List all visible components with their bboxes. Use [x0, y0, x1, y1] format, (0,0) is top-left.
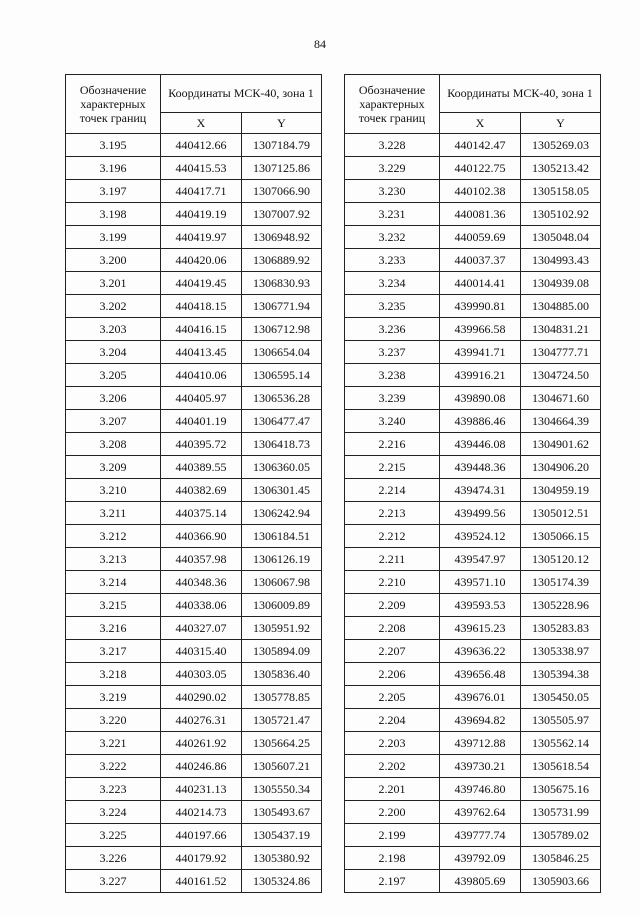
coord-y: 1305493.67 — [242, 801, 322, 824]
point-id: 3.207 — [66, 410, 161, 433]
table-row — [66, 571, 322, 594]
point-id: 3.199 — [66, 226, 161, 249]
point-id: 2.215 — [345, 456, 440, 479]
coord-x: 440375.14 — [161, 502, 242, 525]
point-id: 3.211 — [66, 502, 161, 525]
coord-y: 1305505.97 — [521, 709, 601, 732]
table-row — [345, 157, 601, 180]
coord-y: 1305158.05 — [521, 180, 601, 203]
table-row — [66, 617, 322, 640]
coord-y: 1305066.15 — [521, 525, 601, 548]
coord-x: 440102.38 — [440, 180, 521, 203]
point-id: 2.210 — [345, 571, 440, 594]
coordinates-table-left — [65, 74, 322, 893]
point-id: 3.217 — [66, 640, 161, 663]
coord-x: 439615.23 — [440, 617, 521, 640]
point-id: 2.214 — [345, 479, 440, 502]
point-id: 2.199 — [345, 824, 440, 847]
point-id: 3.215 — [66, 594, 161, 617]
point-id: 3.233 — [345, 249, 440, 272]
coord-y: 1305269.03 — [521, 134, 601, 157]
coord-x: 439636.22 — [440, 640, 521, 663]
table-row — [66, 456, 322, 479]
point-id: 3.237 — [345, 341, 440, 364]
coord-x: 440415.53 — [161, 157, 242, 180]
coord-x: 440059.69 — [440, 226, 521, 249]
coord-y: 1305012.51 — [521, 502, 601, 525]
coord-x: 439448.36 — [440, 456, 521, 479]
header-coordinates: Координаты МСК-40, зона 1 — [440, 75, 601, 113]
header-y: Y — [242, 112, 322, 133]
coord-y: 1306009.89 — [242, 594, 322, 617]
point-id: 2.209 — [345, 594, 440, 617]
point-id: 3.236 — [345, 318, 440, 341]
coord-y: 1305120.12 — [521, 548, 601, 571]
table-row — [66, 732, 322, 755]
table-row — [66, 318, 322, 341]
point-id: 3.219 — [66, 686, 161, 709]
coord-x: 440179.92 — [161, 847, 242, 870]
table-row — [66, 778, 322, 801]
coord-y: 1305618.54 — [521, 755, 601, 778]
coord-y: 1305437.19 — [242, 824, 322, 847]
coordinates-table-right — [344, 74, 601, 893]
coord-x: 440418.15 — [161, 295, 242, 318]
coord-y: 1305789.02 — [521, 824, 601, 847]
table-row — [66, 594, 322, 617]
coord-x: 439547.97 — [440, 548, 521, 571]
coord-y: 1306301.45 — [242, 479, 322, 502]
table-row — [66, 663, 322, 686]
table-row — [345, 801, 601, 824]
table-row — [66, 709, 322, 732]
table-row — [66, 387, 322, 410]
coord-y: 1305394.38 — [521, 663, 601, 686]
table-row — [345, 272, 601, 295]
table-row — [345, 479, 601, 502]
coord-y: 1305731.99 — [521, 801, 601, 824]
coord-y: 1304777.71 — [521, 341, 601, 364]
table-row — [66, 525, 322, 548]
coord-y: 1305903.66 — [521, 870, 601, 893]
table-row — [66, 755, 322, 778]
coord-y: 1305721.47 — [242, 709, 322, 732]
coord-x: 440338.06 — [161, 594, 242, 617]
coord-y: 1306184.51 — [242, 525, 322, 548]
coord-x: 440412.66 — [161, 134, 242, 157]
table-row — [345, 318, 601, 341]
coord-y: 1305228.96 — [521, 594, 601, 617]
coord-y: 1306418.73 — [242, 433, 322, 456]
table-row — [66, 157, 322, 180]
coord-x: 439593.53 — [440, 594, 521, 617]
table-row — [345, 387, 601, 410]
point-id: 3.223 — [66, 778, 161, 801]
table-row — [345, 341, 601, 364]
coord-y: 1305607.21 — [242, 755, 322, 778]
table-row — [66, 801, 322, 824]
point-id: 3.227 — [66, 870, 161, 893]
coord-y: 1307007.92 — [242, 203, 322, 226]
coord-y: 1305102.92 — [521, 203, 601, 226]
table-row — [345, 502, 601, 525]
coord-y: 1306126.19 — [242, 548, 322, 571]
point-id: 2.208 — [345, 617, 440, 640]
point-id: 3.214 — [66, 571, 161, 594]
coord-y: 1307125.86 — [242, 157, 322, 180]
table-row — [345, 732, 601, 755]
point-id: 3.200 — [66, 249, 161, 272]
table-row — [345, 295, 601, 318]
coord-x: 440327.07 — [161, 617, 242, 640]
coord-y: 1304671.60 — [521, 387, 601, 410]
point-id: 2.202 — [345, 755, 440, 778]
coord-x: 439966.58 — [440, 318, 521, 341]
coord-y: 1305846.25 — [521, 847, 601, 870]
coord-y: 1306360.05 — [242, 456, 322, 479]
point-id: 3.203 — [66, 318, 161, 341]
table-row — [66, 226, 322, 249]
table-row — [345, 548, 601, 571]
coord-x: 440037.37 — [440, 249, 521, 272]
coord-y: 1306536.28 — [242, 387, 322, 410]
table-row — [66, 824, 322, 847]
coord-x: 440290.02 — [161, 686, 242, 709]
coord-x: 440231.13 — [161, 778, 242, 801]
point-id: 3.218 — [66, 663, 161, 686]
header-designation: Обозначение характерных точек границ — [66, 75, 161, 134]
coord-x: 439886.46 — [440, 410, 521, 433]
table-row — [345, 410, 601, 433]
coord-y: 1304901.62 — [521, 433, 601, 456]
coord-x: 440142.47 — [440, 134, 521, 157]
table-row — [66, 640, 322, 663]
point-id: 2.197 — [345, 870, 440, 893]
point-id: 2.198 — [345, 847, 440, 870]
coord-x: 439730.21 — [440, 755, 521, 778]
header-y: Y — [521, 112, 601, 133]
coord-x: 439656.48 — [440, 663, 521, 686]
point-id: 3.213 — [66, 548, 161, 571]
coord-x: 439990.81 — [440, 295, 521, 318]
coord-x: 439792.09 — [440, 847, 521, 870]
table-row — [66, 847, 322, 870]
point-id: 2.211 — [345, 548, 440, 571]
table-row — [345, 640, 601, 663]
point-id: 3.222 — [66, 755, 161, 778]
point-id: 3.210 — [66, 479, 161, 502]
table-row — [66, 686, 322, 709]
table-row — [345, 663, 601, 686]
coord-x: 440276.31 — [161, 709, 242, 732]
point-id: 2.213 — [345, 502, 440, 525]
point-id: 3.197 — [66, 180, 161, 203]
coord-x: 440410.06 — [161, 364, 242, 387]
coord-x: 440382.69 — [161, 479, 242, 502]
coord-y: 1306948.92 — [242, 226, 322, 249]
coord-y: 1304939.08 — [521, 272, 601, 295]
coord-y: 1305664.25 — [242, 732, 322, 755]
coord-y: 1306242.94 — [242, 502, 322, 525]
point-id: 3.232 — [345, 226, 440, 249]
coord-x: 439777.74 — [440, 824, 521, 847]
table-row — [66, 203, 322, 226]
point-id: 3.204 — [66, 341, 161, 364]
point-id: 3.224 — [66, 801, 161, 824]
coord-y: 1305380.92 — [242, 847, 322, 870]
point-id: 3.231 — [345, 203, 440, 226]
table-row — [345, 249, 601, 272]
coord-y: 1305283.83 — [521, 617, 601, 640]
point-id: 3.198 — [66, 203, 161, 226]
point-id: 3.235 — [345, 295, 440, 318]
coord-y: 1304993.43 — [521, 249, 601, 272]
coord-y: 1305174.39 — [521, 571, 601, 594]
coord-x: 439712.88 — [440, 732, 521, 755]
point-id: 3.212 — [66, 525, 161, 548]
coord-y: 1304664.39 — [521, 410, 601, 433]
point-id: 3.221 — [66, 732, 161, 755]
point-id: 2.206 — [345, 663, 440, 686]
table-row — [66, 180, 322, 203]
table-row — [345, 180, 601, 203]
header-x: X — [161, 112, 242, 133]
point-id: 3.202 — [66, 295, 161, 318]
table-row — [345, 433, 601, 456]
point-id: 3.239 — [345, 387, 440, 410]
table-row — [345, 571, 601, 594]
table-row — [66, 249, 322, 272]
table-row — [66, 479, 322, 502]
coord-x: 440214.73 — [161, 801, 242, 824]
coord-x: 440014.41 — [440, 272, 521, 295]
point-id: 3.201 — [66, 272, 161, 295]
coord-x: 440389.55 — [161, 456, 242, 479]
point-id: 2.205 — [345, 686, 440, 709]
coord-x: 439805.69 — [440, 870, 521, 893]
coord-y: 1306654.04 — [242, 341, 322, 364]
point-id: 2.216 — [345, 433, 440, 456]
coord-x: 440416.15 — [161, 318, 242, 341]
point-id: 2.201 — [345, 778, 440, 801]
coord-y: 1305562.14 — [521, 732, 601, 755]
point-id: 3.238 — [345, 364, 440, 387]
table-row — [345, 686, 601, 709]
table-row — [66, 870, 322, 893]
point-id: 2.203 — [345, 732, 440, 755]
point-id: 3.234 — [345, 272, 440, 295]
coord-x: 439890.08 — [440, 387, 521, 410]
coord-y: 1304959.19 — [521, 479, 601, 502]
coord-x: 440420.06 — [161, 249, 242, 272]
table-row — [345, 755, 601, 778]
table-row — [345, 456, 601, 479]
coord-y: 1307066.90 — [242, 180, 322, 203]
coord-x: 439694.82 — [440, 709, 521, 732]
coord-x: 439676.01 — [440, 686, 521, 709]
coord-x: 440122.75 — [440, 157, 521, 180]
coord-x: 440413.45 — [161, 341, 242, 364]
coord-x: 439474.31 — [440, 479, 521, 502]
table-row — [66, 433, 322, 456]
coord-y: 1306595.14 — [242, 364, 322, 387]
coord-y: 1305213.42 — [521, 157, 601, 180]
table-row — [345, 364, 601, 387]
header-coordinates: Координаты МСК-40, зона 1 — [161, 75, 322, 113]
point-id: 2.200 — [345, 801, 440, 824]
point-id: 3.225 — [66, 824, 161, 847]
table-row — [66, 295, 322, 318]
coord-x: 439499.56 — [440, 502, 521, 525]
table-row — [345, 525, 601, 548]
point-id: 3.228 — [345, 134, 440, 157]
coord-x: 440197.66 — [161, 824, 242, 847]
coord-y: 1304724.50 — [521, 364, 601, 387]
point-id: 3.216 — [66, 617, 161, 640]
table-row — [345, 203, 601, 226]
header-designation: Обозначение характерных точек границ — [345, 75, 440, 134]
point-id: 3.226 — [66, 847, 161, 870]
coord-y: 1305450.05 — [521, 686, 601, 709]
table-row — [345, 847, 601, 870]
point-id: 3.196 — [66, 157, 161, 180]
coord-x: 439571.10 — [440, 571, 521, 594]
coord-y: 1305951.92 — [242, 617, 322, 640]
page-number: 84 — [314, 37, 326, 51]
coord-x: 439941.71 — [440, 341, 521, 364]
coord-y: 1306771.94 — [242, 295, 322, 318]
coord-x: 440419.45 — [161, 272, 242, 295]
table-row — [345, 617, 601, 640]
coord-x: 440081.36 — [440, 203, 521, 226]
table-row — [345, 134, 601, 157]
coord-y: 1305836.40 — [242, 663, 322, 686]
coord-y: 1306067.98 — [242, 571, 322, 594]
point-id: 2.204 — [345, 709, 440, 732]
coord-x: 439746.80 — [440, 778, 521, 801]
point-id: 3.209 — [66, 456, 161, 479]
coord-x: 440348.36 — [161, 571, 242, 594]
coord-y: 1305778.85 — [242, 686, 322, 709]
coord-y: 1304831.21 — [521, 318, 601, 341]
coord-y: 1305338.97 — [521, 640, 601, 663]
coord-x: 440357.98 — [161, 548, 242, 571]
table-row — [345, 870, 601, 893]
coord-x: 440401.19 — [161, 410, 242, 433]
table-row — [66, 134, 322, 157]
table-row — [345, 594, 601, 617]
coord-x: 439916.21 — [440, 364, 521, 387]
table-row — [66, 502, 322, 525]
coord-y: 1306712.98 — [242, 318, 322, 341]
point-id: 3.206 — [66, 387, 161, 410]
point-id: 3.230 — [345, 180, 440, 203]
point-id: 3.220 — [66, 709, 161, 732]
coord-x: 439762.64 — [440, 801, 521, 824]
coord-x: 440161.52 — [161, 870, 242, 893]
coord-x: 440395.72 — [161, 433, 242, 456]
coord-x: 439524.12 — [440, 525, 521, 548]
table-row — [66, 548, 322, 571]
coord-x: 440246.86 — [161, 755, 242, 778]
table-row — [345, 226, 601, 249]
coord-y: 1305550.34 — [242, 778, 322, 801]
point-id: 2.212 — [345, 525, 440, 548]
table-row — [66, 341, 322, 364]
coord-y: 1305894.09 — [242, 640, 322, 663]
coord-x: 440405.97 — [161, 387, 242, 410]
coord-y: 1304885.00 — [521, 295, 601, 318]
coord-x: 440315.40 — [161, 640, 242, 663]
coord-x: 440417.71 — [161, 180, 242, 203]
point-id: 3.205 — [66, 364, 161, 387]
point-id: 3.195 — [66, 134, 161, 157]
point-id: 3.229 — [345, 157, 440, 180]
coord-x: 440303.05 — [161, 663, 242, 686]
coord-y: 1305675.16 — [521, 778, 601, 801]
table-row — [66, 272, 322, 295]
coord-y: 1304906.20 — [521, 456, 601, 479]
table-row — [66, 364, 322, 387]
table-row — [345, 778, 601, 801]
coord-y: 1307184.79 — [242, 134, 322, 157]
coord-x: 439446.08 — [440, 433, 521, 456]
coord-y: 1305324.86 — [242, 870, 322, 893]
point-id: 3.208 — [66, 433, 161, 456]
coord-x: 440419.19 — [161, 203, 242, 226]
table-row — [345, 824, 601, 847]
coord-y: 1306830.93 — [242, 272, 322, 295]
coord-x: 440366.90 — [161, 525, 242, 548]
coord-y: 1306477.47 — [242, 410, 322, 433]
point-id: 3.240 — [345, 410, 440, 433]
coord-y: 1306889.92 — [242, 249, 322, 272]
coord-y: 1305048.04 — [521, 226, 601, 249]
coord-x: 440419.97 — [161, 226, 242, 249]
point-id: 2.207 — [345, 640, 440, 663]
table-row — [66, 410, 322, 433]
header-x: X — [440, 112, 521, 133]
table-row — [345, 709, 601, 732]
coord-x: 440261.92 — [161, 732, 242, 755]
